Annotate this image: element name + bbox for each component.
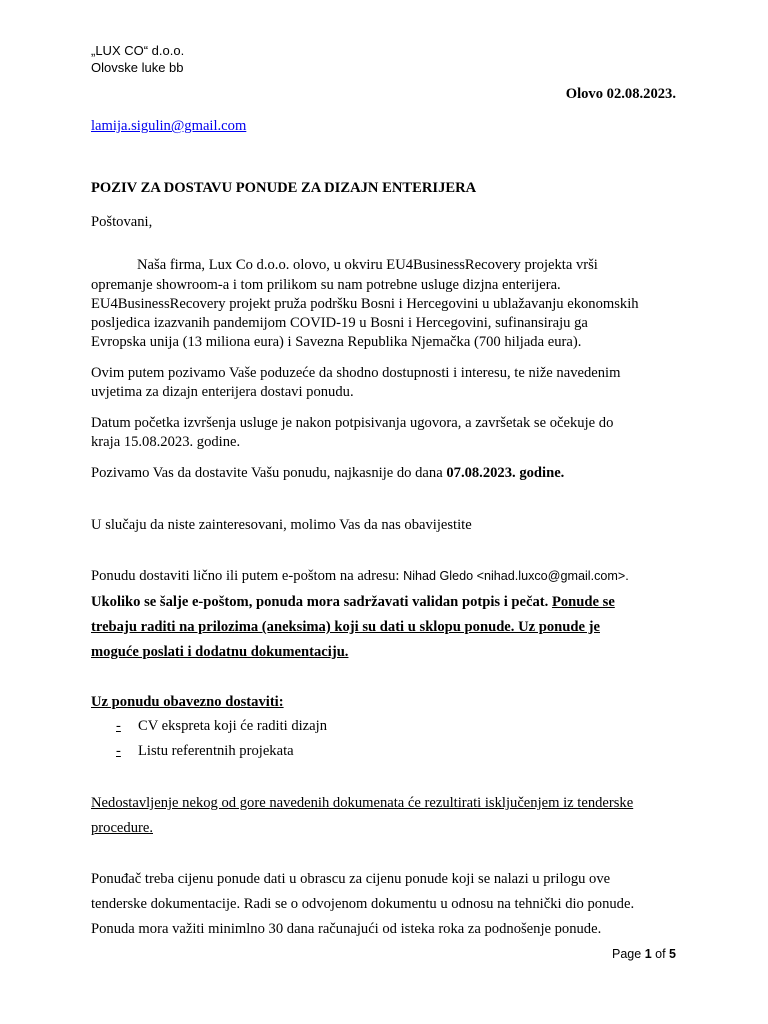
paragraph-line: uvjetima za dizajn enterijera dostavi ponudu. (91, 384, 354, 400)
submission-text: Ponudu dostaviti lično ili putem e-poštom na adresu: (91, 568, 404, 584)
document-title: POZIV ZA DOSTAVU PONUDE ZA DIZAJN ENTERIJERA (91, 180, 477, 196)
submission-contact: Nihad Gledo <nihad.luxco@gmail.com>. (403, 569, 629, 583)
list-item-label: CV ekspreta koji će raditi dizajn (138, 718, 327, 734)
paragraph-line: opremanje showroom-a i tom prilikom su nam potrebne usluge dizjna enterijera. (91, 277, 561, 293)
page-number (612, 947, 676, 961)
list-item (116, 718, 327, 735)
paragraph-line (91, 593, 615, 612)
bullet-dash: - (116, 743, 121, 759)
paragraph-line: Ovim putem pozivamo Vaše poduzeće da shodno dostupnosti i interesu, te niže navedenim (91, 365, 621, 381)
email-link[interactable]: lamija.sigulin@gmail.com (91, 118, 247, 134)
paragraph-line: posljedica izazvanih pandemijom COVID-19 u Bosni i Hercegovini, sufinansiraju ga (91, 315, 588, 331)
paragraph-line: Datum početka izvršenja usluge je nakon potpisivanja ugovora, a završetak se očekuje do (91, 415, 614, 431)
date-line: Olovo 02.08.2023. (565, 86, 676, 102)
list-item (116, 743, 294, 760)
requirement-underlined: Ponude se (551, 594, 615, 610)
deadline-text: Pozivamo Vas da dostavite Vašu ponudu, najkasnije do dana (91, 465, 447, 481)
paragraph-line: moguće poslati i dodatnu dokumentaciju. (91, 644, 349, 660)
paragraph-line: Nedostavljenje nekog od gore navedenih dokumenata će rezultirati isključenjem iz tenderske (91, 795, 634, 811)
page-current: 1 (644, 947, 652, 961)
paragraph-not-interested: U slučaju da niste zainteresovani, molimo Vas da nas obavijestite (91, 517, 472, 533)
company-address: Olovske luke bb (91, 60, 184, 75)
paragraph-line: tenderske dokumentacije. Radi se o odvojenom dokumentu u odnosu na tehnički dio ponude. (91, 896, 635, 912)
list-item-label: Listu referentnih projekata (138, 743, 294, 759)
bullet-dash: - (116, 718, 121, 734)
deadline-date: 07.08.2023. godine. (446, 465, 565, 481)
company-name: „LUX CO“ d.o.o. (91, 43, 185, 58)
required-heading: Uz ponudu obavezno dostaviti: (91, 694, 284, 710)
paragraph-line: procedure. (91, 820, 153, 836)
greeting: Poštovani, (91, 214, 153, 230)
paragraph-line: EU4BusinessRecovery projekt pruža podršku Bosni i Hercegovini u ublažavanju ekonomskih (91, 296, 639, 312)
paragraph-line: Naša firma, Lux Co d.o.o. olovo, u okviru EU4BusinessRecovery projekta vrši (137, 257, 598, 273)
paragraph-submission (91, 567, 629, 586)
page-of-label: of (655, 947, 666, 961)
page-label: Page (612, 947, 642, 961)
paragraph-line: Ponuda mora važiti minimlno 30 dana računajući od isteka roka za podnošenje ponude. (91, 921, 602, 937)
paragraph-line: kraja 15.08.2023. godine. (91, 434, 241, 450)
requirement-text: Ukoliko se šalje e-poštom, ponuda mora sadržavati validan potpis i pečat. (91, 594, 552, 610)
page-total: 5 (669, 947, 676, 961)
paragraph-line: trebaju raditi na prilozima (aneksima) koji su dati u sklopu ponude. Uz ponude je (91, 619, 600, 635)
paragraph-deadline (91, 464, 564, 483)
paragraph-line: Evropska unija (13 miliona eura) i Savezna Republika Njemačka (700 hiljada eura). (91, 334, 582, 350)
paragraph-line: Ponuđač treba cijenu ponude dati u obrascu za cijenu ponude koji se nalazi u prilogu ove (91, 871, 611, 887)
